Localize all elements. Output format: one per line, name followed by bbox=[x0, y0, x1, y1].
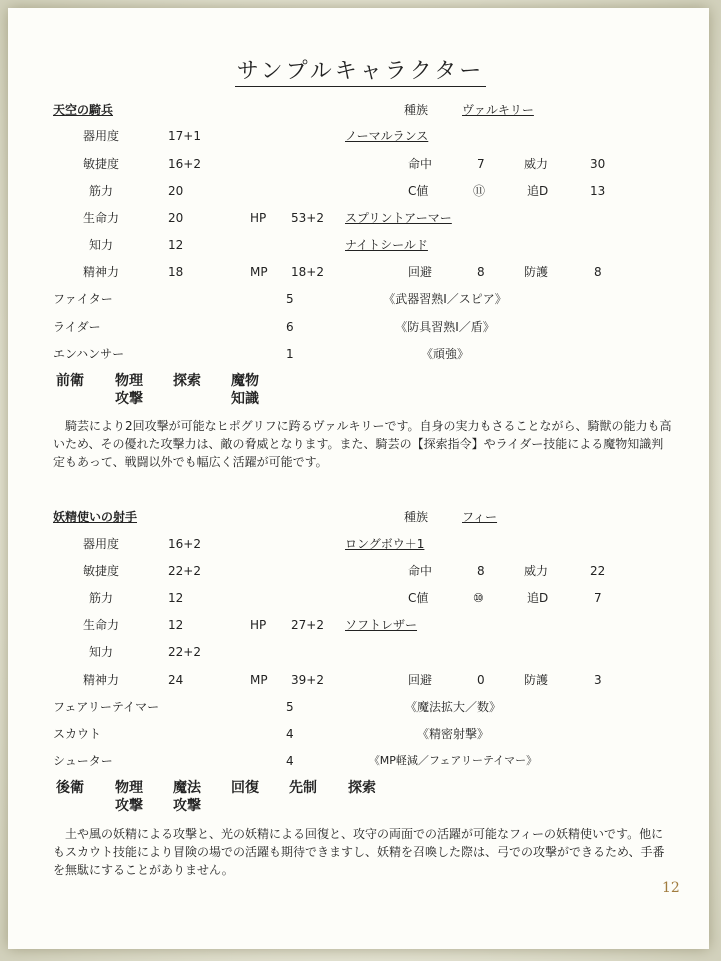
stat-label: 器用度 bbox=[82, 537, 119, 551]
class-level: 4 bbox=[286, 727, 294, 741]
hp-label: HP bbox=[250, 211, 267, 225]
role-tag: 物理 bbox=[115, 780, 143, 796]
class-level: 5 bbox=[286, 292, 294, 306]
shield-name: ナイトシールド bbox=[345, 238, 428, 252]
stat-label: 精神力 bbox=[82, 265, 119, 279]
stat-label: 知力 bbox=[88, 645, 113, 659]
stat-label: 筋力 bbox=[88, 184, 113, 198]
class-feat: 《防具習熟Ⅰ／盾》 bbox=[395, 320, 495, 334]
extra-damage-value: 13 bbox=[590, 184, 606, 198]
role-tag: 先制 bbox=[289, 780, 317, 796]
hp-label: HP bbox=[250, 618, 267, 632]
class-level: 4 bbox=[286, 754, 294, 768]
armor-name: スプリントアーマー bbox=[345, 211, 452, 225]
crit-value: ⑩ bbox=[473, 591, 484, 605]
stat-value: 20 bbox=[168, 184, 184, 198]
character-description: 騎芸により2回攻撃が可能なヒポグリフに跨るヴァルキリーです。自身の実力もさることながら、騎獣の能力も高いため、その優れた攻撃力は、敵の脅威となります。また、騎芸の【探索指令】やライダー技能による魔物知識判定もあって、戦闘以外でも幅広く活躍が可能です。 bbox=[53, 419, 672, 469]
page bbox=[8, 8, 709, 949]
role-tag: 攻撃 bbox=[115, 391, 143, 407]
role-tag: 攻撃 bbox=[173, 798, 201, 814]
stat-label: 敏捷度 bbox=[82, 157, 119, 171]
hit-label: 命中 bbox=[408, 564, 433, 578]
class-level: 1 bbox=[286, 347, 294, 361]
role-tag: 前衛 bbox=[56, 373, 84, 389]
extra-damage-label: 追D bbox=[527, 184, 549, 198]
role-tag: 探索 bbox=[348, 780, 376, 796]
stat-value: 12 bbox=[168, 238, 184, 252]
extra-damage-value: 7 bbox=[594, 591, 602, 605]
role-tag: 魔法 bbox=[173, 780, 201, 796]
evasion-value: 8 bbox=[477, 265, 485, 279]
page-title: サンプルキャラクター bbox=[0, 54, 721, 85]
stat-label: 敏捷度 bbox=[82, 564, 119, 578]
extra-damage-label: 追D bbox=[527, 591, 549, 605]
race-label: 種族 bbox=[404, 103, 429, 117]
role-tag: 後衛 bbox=[56, 780, 84, 796]
stat-value: 16+2 bbox=[168, 537, 201, 551]
role-tag: 探索 bbox=[173, 373, 201, 389]
role-tag: 魔物 bbox=[231, 373, 259, 389]
race-value: ヴァルキリー bbox=[462, 103, 534, 117]
evasion-label: 回避 bbox=[408, 265, 433, 279]
stat-value: 12 bbox=[168, 591, 184, 605]
class-feat: 《武器習熟Ⅰ／スピア》 bbox=[383, 292, 507, 306]
weapon-name: ロングボウ＋1 bbox=[345, 537, 425, 551]
hit-value: 8 bbox=[477, 564, 485, 578]
evasion-label: 回避 bbox=[408, 673, 433, 687]
stat-value: 20 bbox=[168, 211, 184, 225]
class-level: 6 bbox=[286, 320, 294, 334]
page-number: 12 bbox=[662, 880, 680, 896]
stat-value: 16+2 bbox=[168, 157, 201, 171]
character-description: 土や風の妖精による攻撃と、光の妖精による回復と、攻守の両面での活躍が可能なフィーの妖精使いです。他にもスカウト技能により冒険の場での活躍も期待できますし、妖精を召喚した際は、弓での攻撃ができるため、手番を無駄にすることがありません。 bbox=[53, 827, 665, 877]
hit-label: 命中 bbox=[408, 157, 433, 171]
class-feat: 《魔法拡大／数》 bbox=[404, 700, 501, 714]
character-name: 天空の騎兵 bbox=[53, 103, 114, 117]
role-tag: 攻撃 bbox=[115, 798, 143, 814]
stat-value: 22+2 bbox=[168, 564, 201, 578]
defense-value: 8 bbox=[594, 265, 602, 279]
defense-value: 3 bbox=[594, 673, 602, 687]
stat-label: 生命力 bbox=[82, 211, 119, 225]
class-name: スカウト bbox=[53, 727, 102, 741]
role-tag: 回復 bbox=[231, 780, 259, 796]
stat-value: 22+2 bbox=[168, 645, 201, 659]
role-tag: 知識 bbox=[231, 391, 259, 407]
crit-label: C値 bbox=[408, 591, 429, 605]
class-level: 5 bbox=[286, 700, 294, 714]
stat-value: 24 bbox=[168, 673, 184, 687]
class-feat: 《精密射撃》 bbox=[416, 727, 489, 741]
mp-value: 39+2 bbox=[291, 673, 324, 687]
crit-value: ⑪ bbox=[473, 184, 486, 198]
class-name: ファイター bbox=[53, 292, 113, 306]
defense-label: 防護 bbox=[524, 673, 549, 687]
stat-label: 生命力 bbox=[82, 618, 119, 632]
class-name: フェアリーテイマー bbox=[53, 700, 160, 714]
hit-value: 7 bbox=[477, 157, 485, 171]
character-name: 妖精使いの射手 bbox=[53, 510, 138, 524]
crit-label: C値 bbox=[408, 184, 429, 198]
power-label: 威力 bbox=[524, 157, 549, 171]
stat-value: 17+1 bbox=[168, 129, 201, 143]
defense-label: 防護 bbox=[524, 265, 549, 279]
stat-value: 18 bbox=[168, 265, 184, 279]
mp-label: MP bbox=[250, 265, 268, 279]
mp-label: MP bbox=[250, 673, 268, 687]
mp-value: 18+2 bbox=[291, 265, 324, 279]
class-name: ライダー bbox=[53, 320, 101, 334]
race-value: フィー bbox=[462, 510, 498, 524]
power-label: 威力 bbox=[524, 564, 549, 578]
hp-value: 27+2 bbox=[291, 618, 324, 632]
evasion-value: 0 bbox=[477, 673, 485, 687]
power-value: 22 bbox=[590, 564, 606, 578]
armor-name: ソフトレザー bbox=[345, 618, 418, 632]
class-feat: 《頑強》 bbox=[420, 347, 469, 361]
stat-label: 精神力 bbox=[82, 673, 119, 687]
race-label: 種族 bbox=[404, 510, 429, 524]
hp-value: 53+2 bbox=[291, 211, 324, 225]
class-feat: 《MP軽減／フェアリーテイマー》 bbox=[368, 754, 538, 767]
weapon-name: ノーマルランス bbox=[345, 129, 429, 143]
class-name: エンハンサー bbox=[53, 347, 125, 361]
power-value: 30 bbox=[590, 157, 606, 171]
stat-label: 知力 bbox=[88, 238, 113, 252]
stat-label: 筋力 bbox=[88, 591, 113, 605]
role-tag: 物理 bbox=[115, 373, 143, 389]
stat-label: 器用度 bbox=[82, 129, 119, 143]
stat-value: 12 bbox=[168, 618, 184, 632]
class-name: シューター bbox=[53, 754, 113, 768]
